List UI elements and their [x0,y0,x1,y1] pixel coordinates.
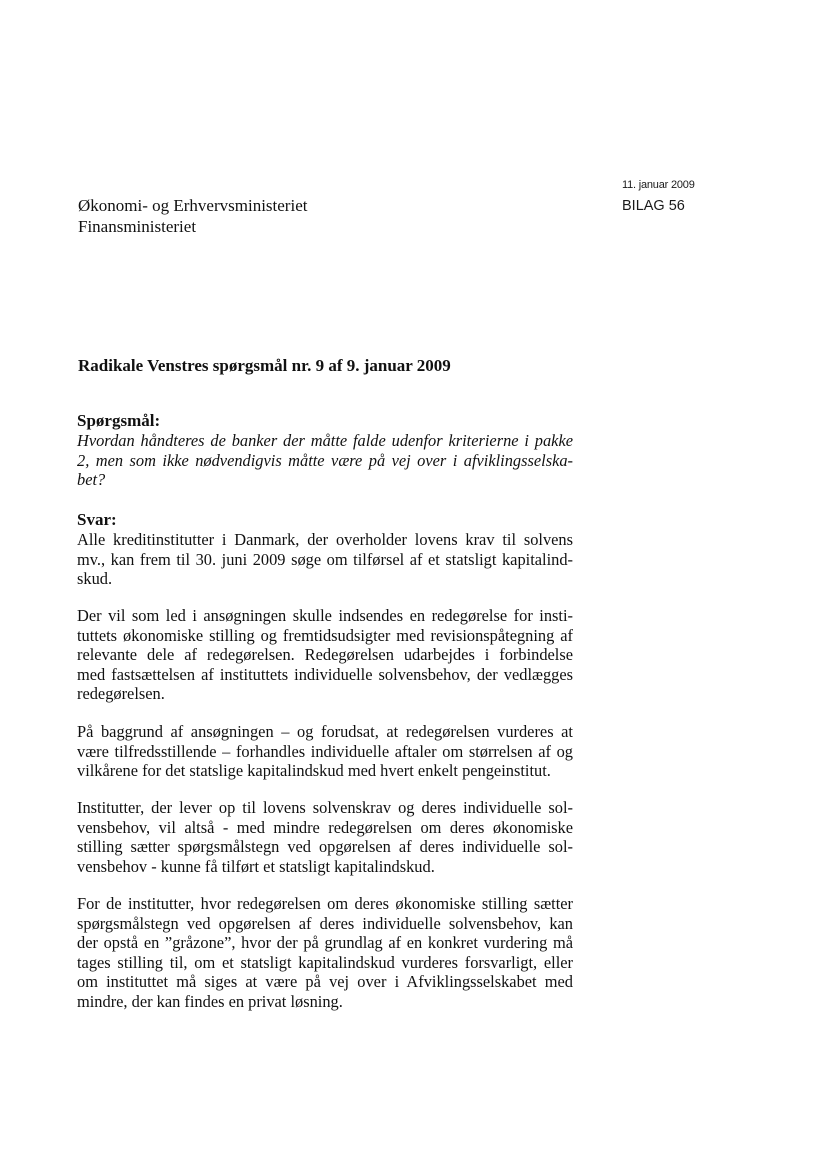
document-heading: Radikale Venstres spørgsmål nr. 9 af 9. januar 2009 [78,356,451,375]
answer-paragraph-block [77,894,573,1012]
answer-paragraph [77,722,573,781]
answer-line: skud. [77,569,113,589]
question-line: bet? [77,470,106,490]
answer-line: der opstå en ”gråzone”, hvor der på grundlag af en konkret vurdering må [77,933,573,953]
answer-paragraph-block [77,722,573,781]
answer-line: stilling sætter spørgsmålstegn ved opgørelsen af deres individuelle sol- [77,837,573,857]
bilag-stamp [622,178,695,215]
answer-line: vensbehov - kunne få tilført et statsligt kapitalindskud. [77,856,435,876]
answer-line: Alle kreditinstitutter i Danmark, der overholder lovens krav til solvens [77,530,573,549]
answer-line: redegørelsen. [77,684,165,704]
question-line: Hvordan håndteres de banker der måtte falde udenfor kriterierne i pakke [77,431,573,450]
answer-paragraph [77,894,573,1012]
question-section [77,411,573,490]
answer-label: Svar: [77,510,117,529]
answer-paragraph-block [77,798,573,876]
recipient-line: Økonomi- og Erhvervsministeriet [78,196,308,215]
answer-line: På baggrund af ansøgningen – og forudsat, at redegørelsen vurderes at [77,722,573,741]
question-line: 2, men som ikke nødvendigvis måtte være på vej over i afviklingsselska- [77,450,573,470]
stamp-bilag-number: BILAG 56 [622,198,685,214]
answer-paragraph-block [77,606,573,704]
answer-paragraph [77,530,573,589]
answer-line: mindre, der kan findes en privat løsning. [77,991,343,1011]
recipient-line: Finansministeriet [78,217,197,236]
answer-line: være tilfredsstillende – forhandles individuelle aftaler om størrelsen af og [77,741,573,761]
answer-section [77,510,573,589]
question-label: Spørgsmål: [77,411,161,430]
answer-line: Der vil som led i ansøgningen skulle indsendes en redegørelse for insti- [77,606,573,625]
answer-paragraph [77,606,573,704]
answer-paragraph [77,798,573,876]
answer-line: tuttets økonomiske stilling og fremtidsudsigter med revisionspåtegning af [77,625,573,645]
answer-line: relevante dele af redegørelsen. Redegørelsen udarbejdes i forbindelse [77,645,573,665]
question-text [77,431,573,490]
answer-line: For de institutter, hvor redegørelsen om deres økonomiske stilling sætter [77,894,573,913]
answer-line: om instituttet må siges at være på vej over i Afviklingsselskabet med [77,972,573,992]
answer-line: med fastsættelsen af instituttets individuelle solvensbehov, der vedlægges [77,664,573,684]
stamp-date: 11. januar 2009 [622,179,695,191]
answer-line: spørgsmålstegn ved opgørelsen af deres individuelle solvensbehov, kan [77,913,573,933]
answer-line: tages stilling til, om et statsligt kapitalindskud vurderes forsvarligt, eller [77,952,573,972]
answer-line: vilkårene for det statslige kapitalindskud med hvert enkelt pengeinstitut. [77,761,551,781]
answer-line: Institutter, der lever op til lovens solvenskrav og deres individuelle sol- [77,798,573,817]
recipient-block [78,195,307,237]
answer-line: vensbehov, vil altså - med mindre redegørelsen om deres økonomiske [77,817,573,837]
answer-line: mv., kan frem til 30. juni 2009 søge om tilførsel af et statsligt kapitalind- [77,549,573,569]
